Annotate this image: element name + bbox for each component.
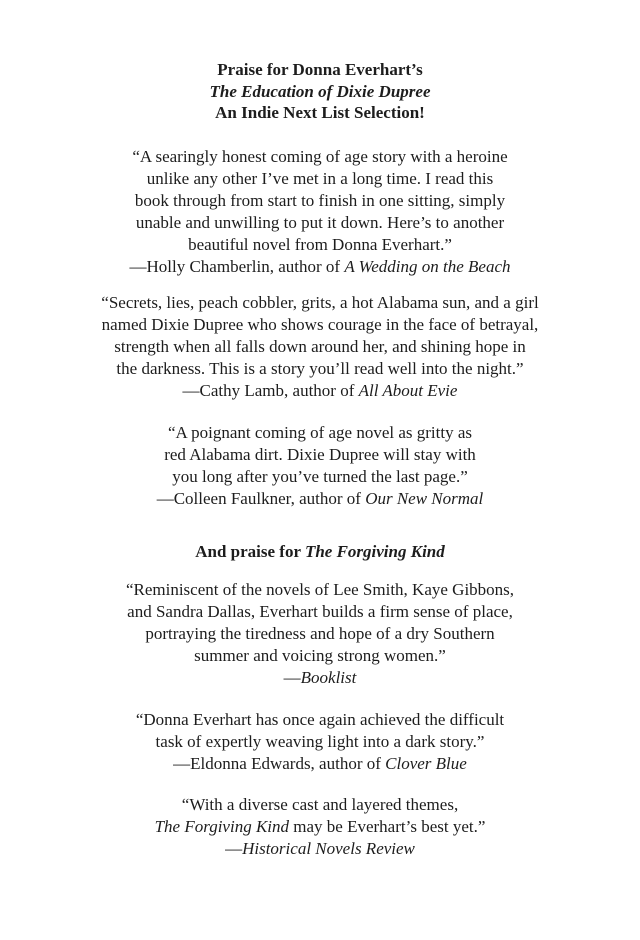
quote-line: portraying the tiredness and hope of a dry Southern [145, 624, 495, 643]
quote-line: “A searingly honest coming of age story with a heroine [132, 147, 508, 166]
praise-header [0, 59, 640, 124]
header-line-3: An Indie Next List Selection! [215, 103, 425, 122]
quote-attribution [0, 488, 640, 510]
quote-line: summer and voicing strong women.” [194, 646, 446, 665]
quote-historical-novels-review [0, 794, 640, 860]
quote-attribution [0, 256, 640, 278]
quote-line: red Alabama dirt. Dixie Dupree will stay with [164, 445, 476, 464]
section-heading-book-title: The Forgiving Kind [304, 542, 445, 561]
quote-line: named Dixie Dupree who shows courage in the face of betrayal, [101, 315, 539, 334]
section-heading-forgiving-kind [0, 541, 640, 563]
quote-line: beautiful novel from Donna Everhart.” [188, 235, 452, 254]
quote-edwards [0, 709, 640, 775]
attribution-author: —Holly Chamberlin, author of [129, 257, 345, 276]
attribution-book-title: Our New Normal [365, 489, 484, 508]
quote-line: “Secrets, lies, peach cobbler, grits, a hot Alabama sun, and a girl [101, 293, 539, 312]
attribution-book-title: A Wedding on the Beach [344, 257, 511, 276]
header-book-title: The Education of Dixie Dupree [209, 81, 431, 101]
quote-attribution [0, 667, 640, 689]
quote-booklist [0, 579, 640, 689]
attribution-author: —Cathy Lamb, author of [182, 381, 359, 400]
quote-attribution [0, 838, 640, 860]
attribution-publication: Booklist [300, 668, 357, 687]
attribution-publication: Historical Novels Review [242, 839, 415, 858]
quote-line: the darkness. This is a story you’ll read well into the night.” [116, 359, 524, 378]
attribution-dash: — [225, 839, 243, 858]
quote-line: task of expertly weaving light into a dark story.” [155, 732, 485, 751]
quote-faulkner [0, 422, 640, 510]
quote-line: you long after you’ve turned the last page.” [172, 467, 468, 486]
header-line-1: Praise for Donna Everhart’s [217, 60, 423, 79]
quote-attribution [0, 753, 640, 775]
attribution-dash: — [283, 668, 301, 687]
attribution-author: —Colleen Faulkner, author of [156, 489, 366, 508]
quote-line: strength when all falls down around her, and shining hope in [114, 337, 526, 356]
quote-line: and Sandra Dallas, Everhart builds a firm sense of place, [127, 602, 513, 621]
attribution-book-title: Clover Blue [385, 754, 467, 773]
quote-line [0, 816, 640, 838]
quote-lamb [0, 292, 640, 402]
quote-book-title: The Forgiving Kind [154, 817, 290, 836]
quote-line: “A poignant coming of age novel as gritty as [167, 423, 473, 442]
attribution-author: —Eldonna Edwards, author of [173, 754, 386, 773]
section-heading-prefix: And praise for [195, 542, 305, 561]
quote-chamberlin [0, 146, 640, 278]
quote-line: “Donna Everhart has once again achieved the difficult [135, 710, 505, 729]
quote-line-rest: may be Everhart’s best yet.” [289, 817, 486, 836]
quote-line: unlike any other I’ve met in a long time. I read this [146, 169, 494, 188]
quote-line: “Reminiscent of the novels of Lee Smith, Kaye Gibbons, [125, 580, 515, 599]
quote-attribution [0, 380, 640, 402]
quote-line: “With a diverse cast and layered themes, [181, 795, 459, 814]
quote-line: book through from start to finish in one sitting, simply [134, 191, 506, 210]
quote-line: unable and unwilling to put it down. Here’s to another [135, 213, 505, 232]
attribution-book-title: All About Evie [358, 381, 458, 400]
